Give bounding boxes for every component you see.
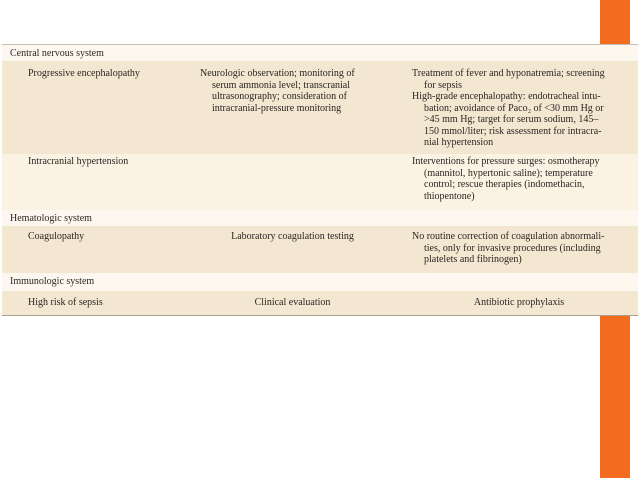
monitoring-line: serum ammonia level; transcranial xyxy=(212,79,351,91)
monitoring-cell xyxy=(200,231,385,243)
section-title: Central nervous system xyxy=(10,48,104,59)
monitoring-line: Clinical evaluation xyxy=(254,297,331,308)
management-line: Interventions for pressure surges: osmotherapy xyxy=(412,156,600,167)
section-header xyxy=(2,45,638,61)
table-row xyxy=(2,291,638,315)
management-cell xyxy=(412,156,626,202)
management-line: (mannitol, hypertonic saline); temperature xyxy=(424,167,593,179)
monitoring-line: Laboratory coagulation testing xyxy=(231,231,354,242)
monitoring-line: intracranial-pressure monitoring xyxy=(212,102,342,114)
management-line: Antibiotic prophylaxis xyxy=(473,297,565,308)
management-cell xyxy=(412,68,626,149)
section-header xyxy=(2,210,638,226)
management-line: High-grade encephalopathy: endotracheal intu- xyxy=(412,91,601,102)
management-line: Treatment of fever and hyponatremia; screening xyxy=(412,68,605,79)
management-line: bation; avoidance of Paco₂ of <30 mm Hg or xyxy=(424,102,604,114)
management-line: >45 mm Hg; target for serum sodium, 145– xyxy=(424,114,599,125)
management-cell xyxy=(412,297,626,309)
clinical-table xyxy=(2,44,638,316)
section-title: Hematologic system xyxy=(10,213,92,224)
monitoring-line: Neurologic observation; monitoring of xyxy=(200,68,355,79)
condition-cell: Intracranial hypertension xyxy=(28,156,129,167)
monitoring-cell xyxy=(200,297,385,309)
section-title: Immunologic system xyxy=(10,276,95,287)
management-line: platelets and fibrinogen) xyxy=(424,254,522,265)
management-line: for sepsis xyxy=(424,79,463,91)
section-header xyxy=(2,273,638,291)
management-line: control; rescue therapies (indomethacin, xyxy=(424,179,585,190)
management-line: thiopentone) xyxy=(424,190,475,202)
management-line: No routine correction of coagulation abnormali- xyxy=(412,231,605,242)
monitoring-cell xyxy=(200,68,385,114)
management-line: nial hypertension xyxy=(424,137,494,148)
monitoring-line: ultrasonography; consideration of xyxy=(212,91,347,102)
table-row xyxy=(2,226,638,273)
table-row xyxy=(2,154,638,210)
management-line: 150 mmol/liter; risk assessment for intracra- xyxy=(424,125,602,137)
condition-cell: High risk of sepsis xyxy=(28,297,103,308)
condition-cell: Coagulopathy xyxy=(28,231,85,242)
table-row xyxy=(2,61,638,154)
condition-cell: Progressive encephalopathy xyxy=(28,68,140,79)
management-cell xyxy=(412,231,626,266)
management-line: ties, only for invasive procedures (including xyxy=(424,242,601,254)
